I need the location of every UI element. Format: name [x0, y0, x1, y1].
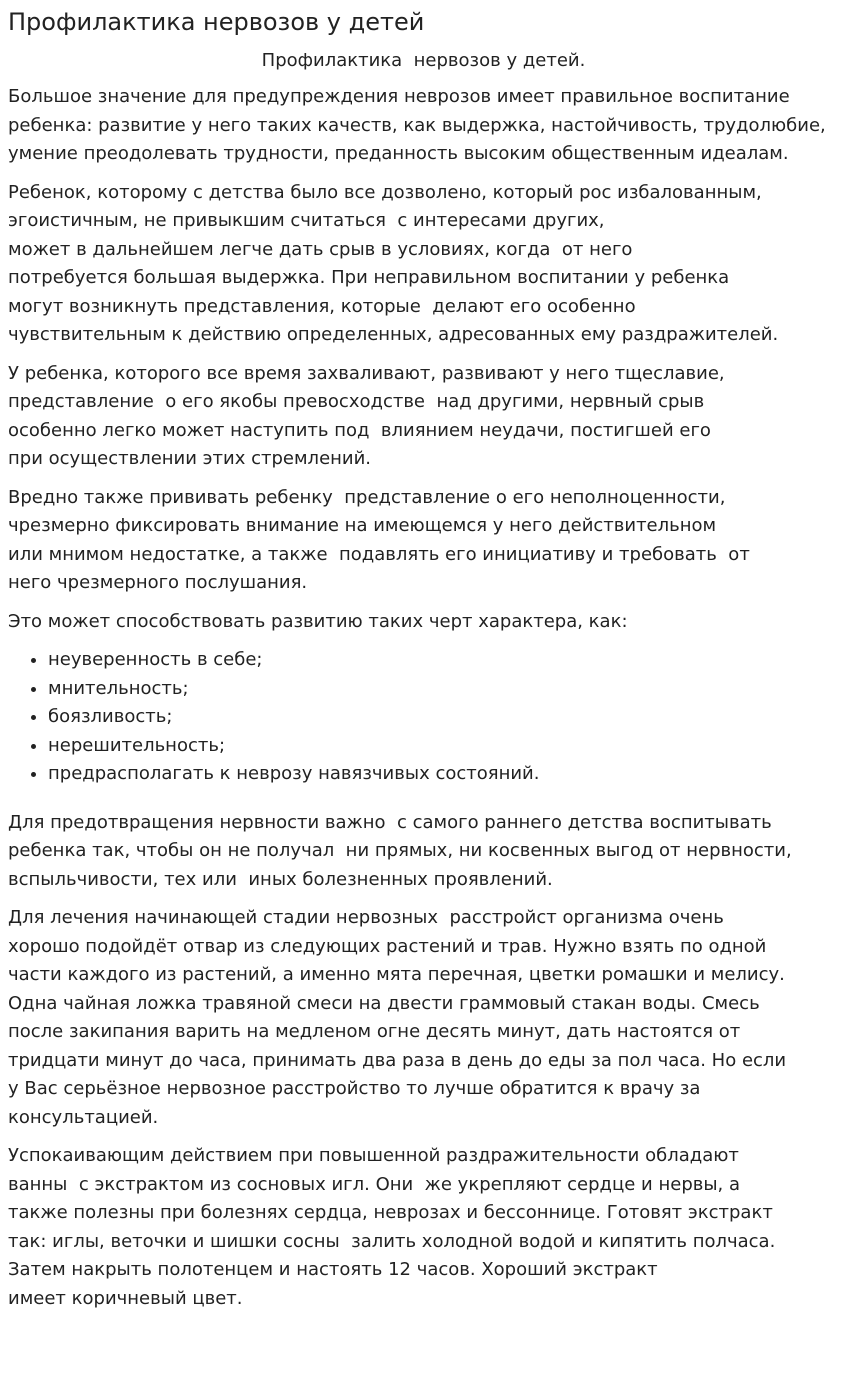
list-item-obsessive-neurosis: • предрасполагать к неврозу навязчивых состояний. [48, 760, 839, 789]
list-item-insecurity: • неуверенность в себе; [48, 646, 839, 675]
article-paragraph-inferiority: Вредно также прививать ребенку представление о его неполноценности, чрезмерно фиксировать внимание на имеющемся у него действительном или мнимом недостатке, а также подавлять его инициативу и требовать от него чрезмерного послушания. [8, 486, 750, 593]
list-item-fearfulness: • боязливость; [48, 703, 839, 732]
article-paragraph-herbal-treatment: Для лечения начинающей стадии нервозных расстройст организма очень хорошо подойдёт отвар из следующих растений и трав. Нужно взять по одной части каждого из растений, а именно мята перечная, цветки ромашки и мелису. Одна чайная ложка травяной смеси на двести граммовый стакан воды. Смесь после закипания варить на медленом огне десять минут, дать настоятся от тридцати минут до часа, принимать два раза в день до еды за пол часа. Но если у Вас серьёзное нервозное расстройство то лучше обратится к врачу за консультацией. [8, 907, 787, 1128]
article-subtitle: Профилактика нервозов у детей. [261, 50, 586, 71]
list-item-suspiciousness: • мнительность; [48, 675, 839, 704]
article-paragraph-overpraise: У ребенка, которого все время захваливают, развивают у него тщеславие, представление о его якобы превосходстве над другими, нервный срыв особенно легко может наступить под влиянием неудачи, постигшей его при осуществлении этих стремлений. [8, 362, 725, 469]
article-paragraph-prevention: Для предотвращения нервности важно с самого раннего детства воспитывать ребенка так, чтобы он не получал ни прямых, ни косвенных выгод от нервности, вспыльчивости, тех или иных болезненных проявлений. [8, 811, 792, 890]
page-title: Профилактика нервозов у детей [8, 8, 425, 36]
character-traits-list [8, 646, 839, 789]
article-paragraph-list-intro: Это может способствовать развитию таких черт характера, как: [8, 610, 628, 632]
article-paragraph-pine-bath: Успокаивающим действием при повышенной раздражительности обладают ванны с экстрактом из сосновых игл. Они же укрепляют сердце и нервы, а также полезны при болезнях сердца, неврозах и бессоннице. Готовят экстракт так: иглы, веточки и шишки сосны залить холодной водой и кипятить полчаса. Затем накрыть полотенцем и настоять 12 часов. Хороший экстракт имеет коричневый цвет. [8, 1145, 776, 1309]
list-item-indecisiveness: • нерешительность; [48, 732, 839, 761]
article-paragraph-upbringing: Большое значение для предупреждения неврозов имеет правильное воспитание ребенка: развитие у него таких качеств, как выдержка, настойчивость, трудолюбие, умение преодолевать трудности, преданность высоким общественным идеалам. [8, 86, 832, 164]
article-paragraph-spoiled-child: Ребенок, которому с детства было все дозволено, который рос избалованным, эгоистичным, не привыкшим считаться с интересами других, может в дальнейшем легче дать срыв в условиях, когда от него потребуется большая выдержка. При неправильном воспитании у ребенка могут возникнуть представления, которые делают его особенно чувствительным к действию определенных, адресованных ему раздражителей. [8, 181, 779, 345]
